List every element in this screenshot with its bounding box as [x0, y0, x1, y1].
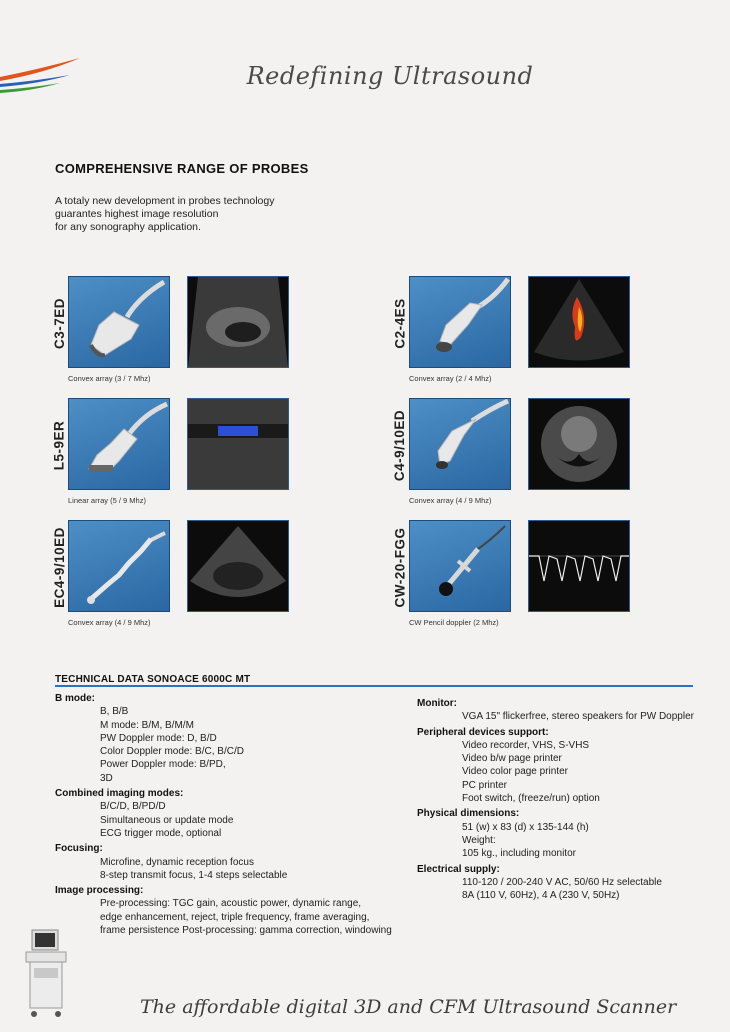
probe-photo	[409, 398, 511, 490]
spec-group-image-processing: Image processing: Pre-processing: TGC gain, acoustic power, dynamic range, edge enhancement, reject, triple frequency, frame averaging, frame persistence Post-processing: gamma correction, windowing	[55, 885, 392, 937]
intro-line: A totaly new development in probes technology	[55, 195, 275, 207]
spec-group-combined-imaging: Combined imaging modes: B/C/D, B/PD/D Simultaneous or update mode ECG trigger mode, optional	[55, 788, 234, 839]
probe-name: C2-4ES	[392, 297, 408, 349]
probe-name: CW-20-FGG	[392, 527, 408, 607]
header-title: Redefining Ultrasound	[246, 62, 534, 90]
intro-line: for any sonography application.	[55, 221, 201, 233]
ultrasound-scan-image	[187, 276, 289, 368]
probe-card-c4-9-10ed	[393, 398, 658, 518]
vascular-scan-image	[187, 398, 289, 490]
spec-group-monitor: Monitor: VGA 15" flickerfree, stereo speakers for PW Doppler	[417, 698, 694, 723]
probe-name: C4-9/10ED	[392, 409, 408, 481]
section-heading: COMPREHENSIVE RANGE OF PROBES	[55, 161, 309, 176]
probe-card-c2-4es	[393, 276, 658, 396]
probe-caption: CW Pencil doppler (2 Mhz)	[409, 618, 499, 627]
footer-title: The affordable digital 3D and CFM Ultrasound Scanner	[140, 996, 677, 1018]
probe-card-cw-20-fgg	[393, 520, 658, 640]
probe-card-ec4-9-10ed	[52, 520, 317, 640]
probe-card-l5-9er	[52, 398, 317, 518]
probe-caption: Convex array (2 / 4 Mhz)	[409, 374, 492, 383]
fetal-scan-image	[528, 398, 630, 490]
intro-text	[55, 195, 355, 234]
probe-caption: Convex array (4 / 9 Mhz)	[68, 618, 151, 627]
probe-caption: Convex array (4 / 9 Mhz)	[409, 496, 492, 505]
probe-name: L5-9ER	[51, 420, 67, 470]
probe-photo	[409, 276, 511, 368]
tech-data-heading: TECHNICAL DATA SONOACE 6000C MT	[55, 674, 251, 685]
probe-card-c3-7ed	[52, 276, 317, 396]
probe-caption: Linear array (5 / 9 Mhz)	[68, 496, 146, 505]
spec-group-peripherals: Peripheral devices support: Video recorder, VHS, S-VHS Video b/w page printer Video color page printer PC printer Foot switch, (freeze/run) option	[417, 726, 600, 805]
spec-group-electrical: Electrical supply: 110-120 / 200-240 V AC, 50/60 Hz selectable 8A (110 V, 60Hz), 4 A (230 V, 50Hz)	[417, 863, 662, 902]
spec-group-b-mode: B mode: B, B/B M mode: B/M, B/M/M PW Doppler mode: D, B/D Color Doppler mode: B/C, B/C/D Power Doppler mode: B/PD, 3D	[55, 693, 244, 784]
spec-column-left	[55, 692, 405, 939]
divider	[55, 685, 693, 687]
spec-group-focusing: Focusing: Microfine, dynamic reception focus 8-step transmit focus, 1-4 steps selectable	[55, 843, 288, 881]
probe-caption: Convex array (3 / 7 Mhz)	[68, 374, 151, 383]
doppler-waveform-image	[528, 520, 630, 612]
color-doppler-scan-image	[528, 276, 630, 368]
probe-photo	[68, 398, 170, 490]
ultrasound-scanner-device-image	[18, 928, 73, 1020]
probe-photo	[409, 520, 511, 612]
probe-name: EC4-9/10ED	[51, 526, 67, 608]
spec-group-dimensions: Physical dimensions: 51 (w) x 83 (d) x 135-144 (h) Weight: 105 kg., including monitor	[417, 808, 589, 860]
probe-photo	[68, 520, 170, 612]
endocavity-scan-image	[187, 520, 289, 612]
spec-column-right	[417, 697, 717, 904]
intro-line: guarantes highest image resolution	[55, 208, 219, 220]
probe-name: C3-7ED	[51, 297, 67, 349]
probe-photo	[68, 276, 170, 368]
brand-swoosh-logo	[0, 55, 90, 105]
